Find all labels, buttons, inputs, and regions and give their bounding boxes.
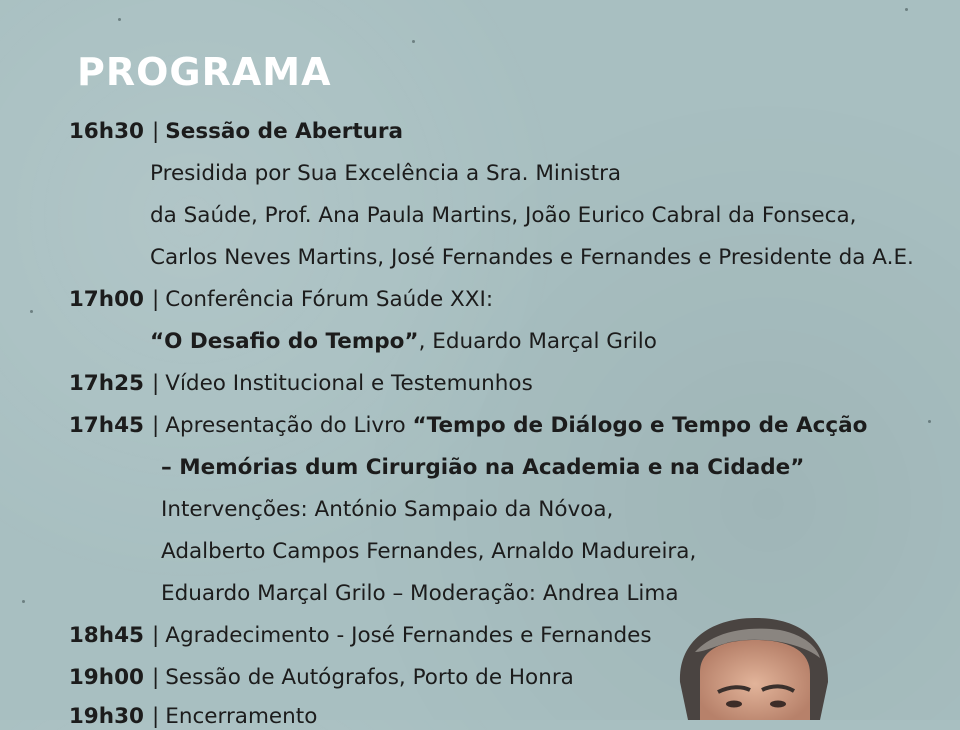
program-line: | Apresentação do Livro “Tempo de Diálogo e Tempo de Acção xyxy=(152,413,868,438)
program-line: | Encerramento xyxy=(152,704,318,729)
paper-speck xyxy=(905,8,908,11)
program-line: – Memórias dum Cirurgião na Academia e na Cidade” xyxy=(161,455,805,480)
program-line: | Conferência Fórum Saúde XXI: xyxy=(152,287,494,312)
paper-speck xyxy=(412,40,415,43)
portrait-photo xyxy=(660,612,850,720)
program-line: | Sessão de Abertura xyxy=(152,119,404,144)
time-label: 17h45 xyxy=(68,413,144,438)
paper-speck xyxy=(928,420,931,423)
separator: | xyxy=(152,287,160,312)
time-label: 17h25 xyxy=(68,371,144,396)
program-line: | Sessão de Autógrafos, Porto de Honra xyxy=(152,665,574,690)
time-label: 16h30 xyxy=(68,119,144,144)
separator: | xyxy=(152,119,160,144)
page-title: PROGRAMA xyxy=(77,50,332,94)
paper-speck xyxy=(22,600,25,603)
program-line: | Agradecimento - José Fernandes e Fernandes xyxy=(152,623,652,648)
separator: | xyxy=(152,413,160,438)
paper-speck xyxy=(118,18,121,21)
program-line: Presidida por Sua Excelência a Sra. Ministra xyxy=(150,161,622,186)
program-line: “O Desafio do Tempo”, Eduardo Marçal Grilo xyxy=(150,329,657,354)
program-line: Intervenções: António Sampaio da Nóvoa, xyxy=(161,497,614,522)
time-label: 18h45 xyxy=(68,623,144,648)
time-label: 19h00 xyxy=(68,665,144,690)
separator: | xyxy=(152,704,160,729)
separator: | xyxy=(152,665,160,690)
program-line: | Vídeo Institucional e Testemunhos xyxy=(152,371,533,396)
separator: | xyxy=(152,623,160,648)
separator: | xyxy=(152,371,160,396)
program-line: Carlos Neves Martins, José Fernandes e Fernandes e Presidente da A.E. xyxy=(150,245,914,270)
time-label: 17h00 xyxy=(68,287,144,312)
time-label: 19h30 xyxy=(68,704,144,729)
program-line: da Saúde, Prof. Ana Paula Martins, João Eurico Cabral da Fonseca, xyxy=(150,203,857,228)
program-line: Eduardo Marçal Grilo – Moderação: Andrea Lima xyxy=(161,581,679,606)
program-line: Adalberto Campos Fernandes, Arnaldo Madureira, xyxy=(161,539,697,564)
